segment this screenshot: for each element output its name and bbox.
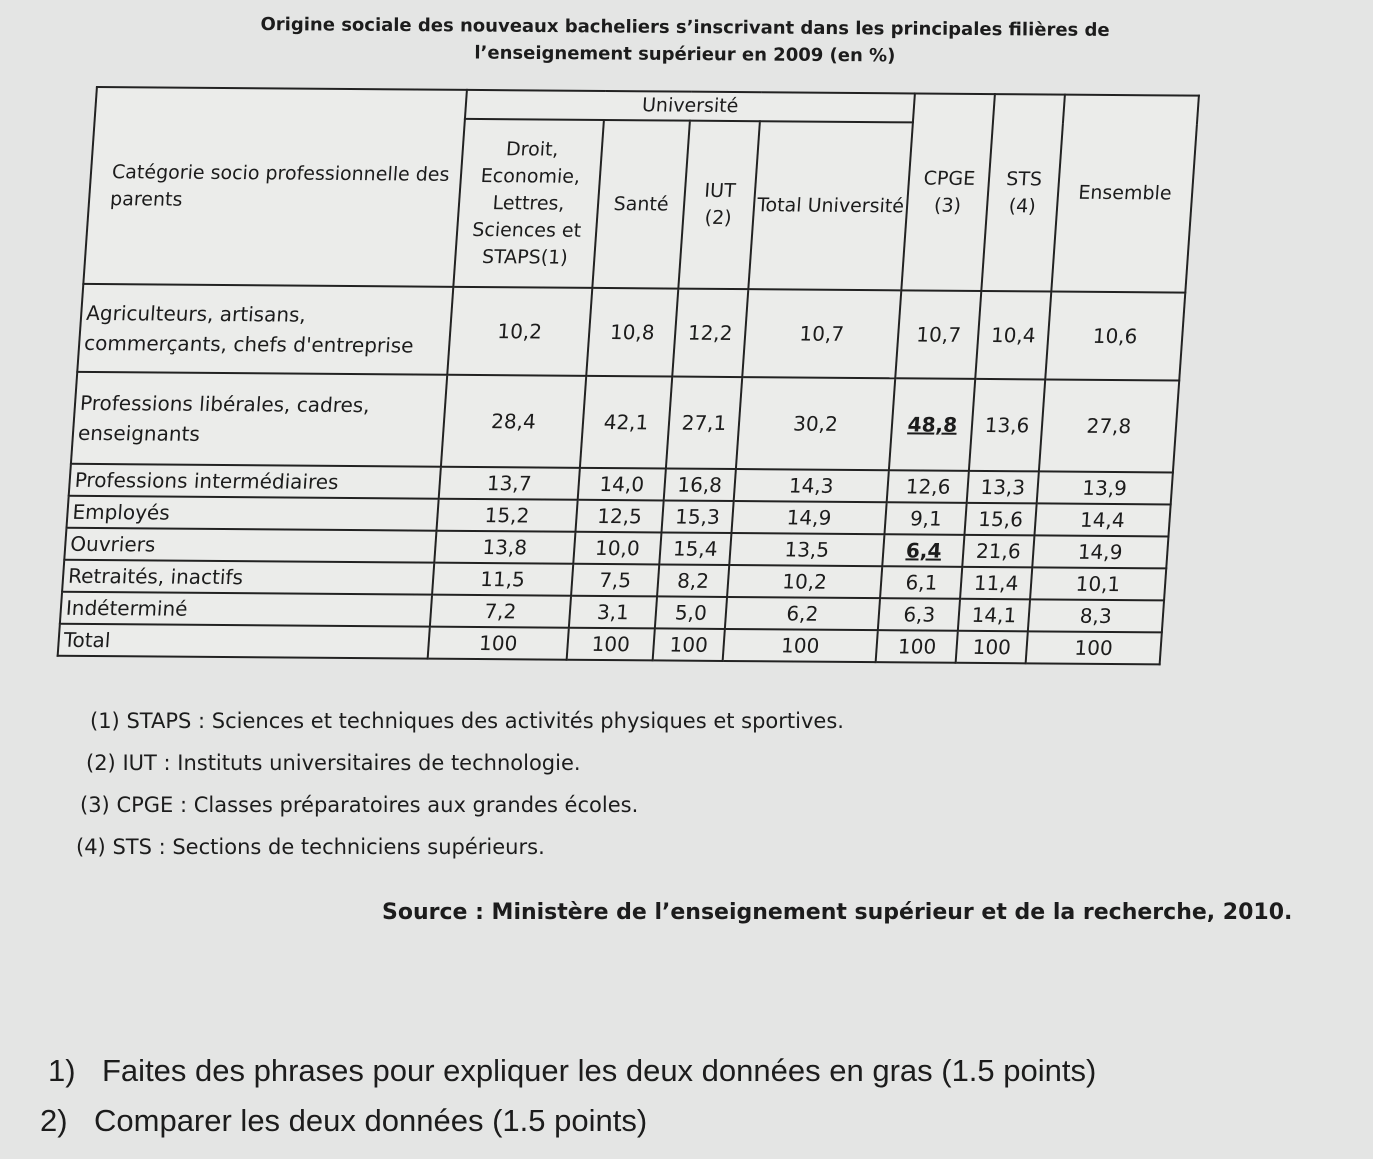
footnote-text: CPGE : Classes préparatoires aux grandes écoles. bbox=[116, 793, 639, 817]
footnote bbox=[90, 700, 976, 742]
footnote bbox=[80, 784, 976, 826]
table-row bbox=[77, 284, 1185, 381]
table-cell: 13,5 bbox=[729, 533, 885, 566]
table-cell: 9,1 bbox=[885, 502, 967, 535]
table-cell: 11,5 bbox=[432, 563, 573, 596]
table-cell: 27,8 bbox=[1039, 379, 1180, 472]
question bbox=[48, 1046, 1340, 1096]
table-cell: 10,6 bbox=[1045, 292, 1185, 381]
header-category: Catégorie socio professionnelle des parents bbox=[83, 87, 467, 287]
page-title: Origine sociale des nouveaux bacheliers s’inscrivant dans les principales filières de l’enseignement supérieur en 2009 (en %) bbox=[260, 14, 1110, 67]
bold-value-cpge-cadres: 48,8 bbox=[906, 411, 958, 437]
footnote-mark: (4) bbox=[76, 835, 106, 859]
row-label: Employés bbox=[66, 496, 438, 531]
table-header-row-group bbox=[95, 87, 1199, 125]
table-cell: 8,2 bbox=[657, 564, 728, 597]
table-cell: 100 bbox=[1025, 631, 1162, 664]
table-cell: 3,1 bbox=[569, 596, 658, 629]
row-label: Total bbox=[58, 624, 430, 659]
table-cell: 27,1 bbox=[666, 377, 742, 469]
table-cell: 12,5 bbox=[575, 500, 664, 533]
question-number: 2) bbox=[40, 1103, 68, 1138]
table-cell: 10,4 bbox=[976, 291, 1051, 379]
table-cell: 6,1 bbox=[880, 566, 962, 599]
table-cell: 100 bbox=[428, 627, 569, 660]
table-cell: 14,9 bbox=[1032, 535, 1169, 568]
table-cell: 7,2 bbox=[430, 595, 571, 628]
header-ensemble: Ensemble bbox=[1051, 95, 1199, 293]
table-cell: 100 bbox=[722, 629, 878, 662]
table-cell: 13,6 bbox=[969, 379, 1045, 471]
table-cell: 100 bbox=[876, 630, 958, 663]
table-cell: 13,3 bbox=[967, 471, 1038, 504]
table-cell: 100 bbox=[956, 631, 1027, 664]
question-text: Comparer les deux données (1.5 points) bbox=[94, 1103, 648, 1138]
table-cell-bold bbox=[889, 378, 975, 471]
row-label: Retraités, inactifs bbox=[62, 560, 434, 595]
footnotes bbox=[76, 700, 976, 868]
table-cell: 15,3 bbox=[662, 500, 733, 533]
question-text: Faites des phrases pour expliquer les deux données en gras (1.5 points) bbox=[102, 1053, 1097, 1088]
table-cell: 10,7 bbox=[742, 289, 902, 378]
header-iut: IUT (2) bbox=[679, 121, 760, 289]
table-cell: 100 bbox=[566, 628, 655, 661]
source-line: Source : Ministère de l’enseignement supérieur et de la recherche, 2010. bbox=[382, 900, 1293, 925]
table-cell: 10,8 bbox=[586, 288, 679, 377]
table-cell: 13,9 bbox=[1036, 471, 1173, 504]
table-cell: 100 bbox=[653, 628, 724, 661]
table-cell: 12,6 bbox=[887, 470, 969, 503]
table-cell: 10,2 bbox=[727, 565, 883, 598]
table-cell: 15,6 bbox=[965, 503, 1036, 536]
table-cell: 15,2 bbox=[437, 499, 578, 532]
table-cell: 6,3 bbox=[878, 598, 960, 631]
footnote-mark: (3) bbox=[80, 793, 110, 817]
questions bbox=[40, 1046, 1340, 1146]
table-cell: 14,1 bbox=[958, 599, 1029, 632]
table-cell: 6,2 bbox=[724, 597, 880, 630]
table-cell: 14,0 bbox=[577, 468, 666, 501]
data-table-container bbox=[57, 86, 1200, 665]
row-label: Professions intermédiaires bbox=[69, 464, 441, 499]
header-sante: Santé bbox=[592, 120, 690, 289]
table-cell: 12,2 bbox=[673, 289, 748, 377]
table-cell: 21,6 bbox=[963, 535, 1034, 568]
footnote-text: IUT : Instituts universitaires de technologie. bbox=[122, 751, 581, 775]
table-cell: 14,4 bbox=[1034, 503, 1171, 536]
question bbox=[40, 1096, 1340, 1146]
table-cell: 11,4 bbox=[960, 567, 1031, 600]
table-row bbox=[71, 372, 1179, 473]
row-label: Professions libérales, cadres, enseignants bbox=[71, 372, 448, 467]
table-cell: 15,4 bbox=[660, 532, 731, 565]
table-cell: 14,3 bbox=[733, 469, 889, 502]
table-cell: 10,0 bbox=[573, 532, 662, 565]
header-universite: Université bbox=[465, 90, 915, 123]
row-label: Agriculteurs, artisans, commerçants, chefs d'entreprise bbox=[77, 284, 453, 375]
footnote-text: STS : Sections de techniciens supérieurs. bbox=[112, 835, 545, 859]
header-droit-economie: Droit, Economie, Lettres, Sciences et STAPS(1) bbox=[454, 119, 604, 288]
footnote bbox=[76, 826, 976, 868]
question-number: 1) bbox=[48, 1053, 76, 1088]
table-cell: 28,4 bbox=[441, 375, 586, 468]
footnote-mark: (2) bbox=[86, 751, 116, 775]
table-cell: 13,7 bbox=[439, 467, 580, 500]
header-total-universite: Total Université bbox=[748, 121, 913, 290]
table-cell: 10,2 bbox=[447, 287, 592, 376]
table-cell: 16,8 bbox=[664, 468, 735, 501]
header-sts: STS (4) bbox=[982, 94, 1065, 291]
footnote-mark: (1) bbox=[90, 709, 120, 733]
table-cell: 13,8 bbox=[434, 531, 575, 564]
header-cpge: CPGE (3) bbox=[902, 93, 996, 291]
row-label: Indéterminé bbox=[60, 592, 432, 627]
footnote bbox=[86, 742, 976, 784]
table-cell-bold bbox=[883, 534, 965, 567]
table-cell: 10,1 bbox=[1030, 567, 1167, 600]
table-cell: 30,2 bbox=[735, 377, 895, 470]
bold-value-cpge-ouvriers: 6,4 bbox=[905, 537, 943, 563]
row-label: Ouvriers bbox=[64, 528, 436, 563]
table-cell: 10,7 bbox=[896, 290, 982, 379]
table-cell: 5,0 bbox=[655, 596, 726, 629]
table-cell: 8,3 bbox=[1028, 599, 1165, 632]
table-cell: 14,9 bbox=[731, 501, 887, 534]
footnote-text: STAPS : Sciences et techniques des activités physiques et sportives. bbox=[126, 709, 844, 733]
table-cell: 7,5 bbox=[571, 564, 660, 597]
data-table bbox=[57, 86, 1200, 665]
table-cell: 42,1 bbox=[580, 376, 673, 469]
